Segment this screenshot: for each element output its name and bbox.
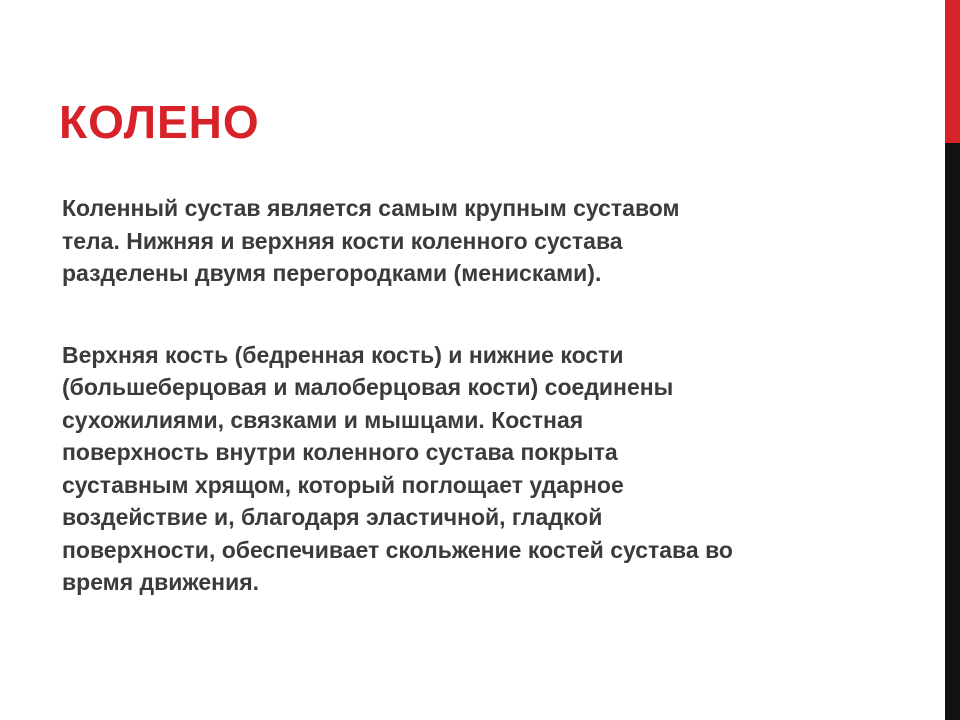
paragraph-1-line: разделены двумя перегородками (менисками). [62, 260, 602, 286]
side-accent-bar-red [945, 0, 960, 143]
paragraph-2-line: Верхняя кость (бедренная кость) и нижние кости [62, 341, 624, 368]
paragraph-2 [62, 339, 882, 599]
paragraph-1-line: Коленный сустав является самым крупным суставом [62, 195, 680, 221]
paragraph-1 [62, 192, 882, 290]
paragraph-2-line: поверхность внутри коленного сустава покрыта [62, 439, 618, 465]
paragraph-2-line: воздействие и, благодаря эластичной, гладкой [62, 504, 603, 530]
side-accent-bar-black [945, 143, 960, 720]
paragraph-2-line: (большеберцовая и малоберцовая кости) соединены [62, 374, 674, 400]
slide-title: КОЛЕНО [59, 96, 260, 148]
paragraph-2-line: суставным хрящом, который поглощает ударное [62, 471, 624, 498]
paragraph-2-line: поверхности, обеспечивает скольжение костей сустава во [62, 536, 733, 563]
paragraph-2-line: время движения. [62, 569, 260, 595]
paragraph-1-line: тела. Нижняя и верхняя кости коленного сустава [62, 227, 623, 254]
paragraph-2-line: сухожилиями, связками и мышцами. Костная [62, 406, 584, 433]
slide-body [62, 192, 882, 599]
